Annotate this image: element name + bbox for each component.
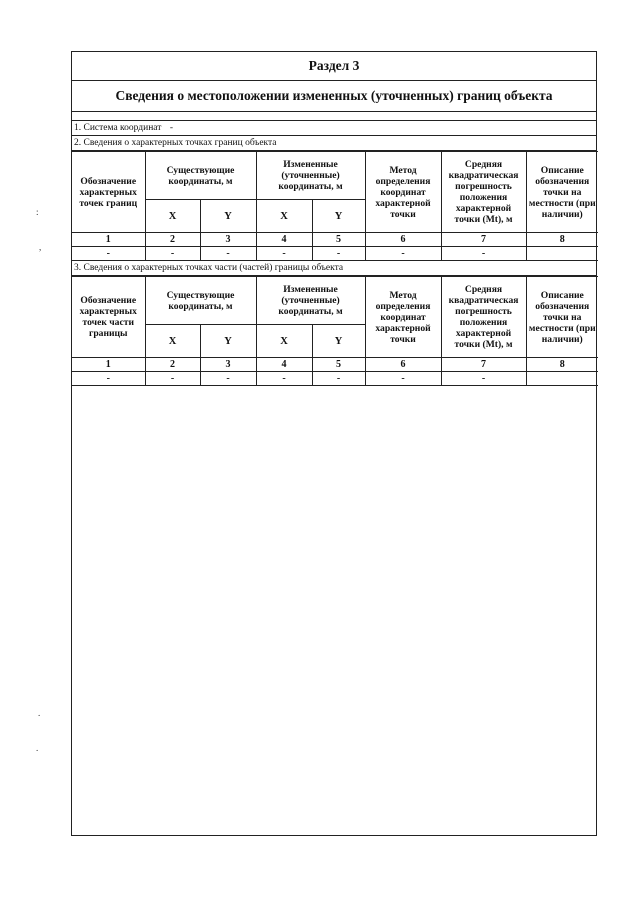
form-sheet [71, 51, 597, 836]
table1-col-error: Средняя квадратическая погрешность положения характерной точки (Mt), м [441, 152, 526, 233]
table1-col-existing: Существующие координаты, м [145, 152, 256, 200]
table1-num: 7 [441, 233, 526, 247]
section-title: Раздел 3 [72, 52, 596, 81]
table2-col-name: Обозначение характерных точек части границы [72, 277, 145, 358]
table1-col-desc: Описание обозначения точки на местности (при наличии) [526, 152, 598, 233]
table2-col-error: Средняя квадратическая погрешность положения характерной точки (Mt), м [441, 277, 526, 358]
table1 [72, 151, 598, 261]
table2-y-existing: Y [200, 325, 256, 358]
section-subtitle: Сведения о местоположении измененных (уточненных) границ объекта [72, 81, 596, 112]
spacer-row [72, 112, 596, 121]
table2-x-existing: X [145, 325, 200, 358]
coord-system-label: 1. Система координат [74, 123, 162, 133]
table2 [72, 276, 598, 386]
coord-system-value: - [169, 123, 173, 133]
table1-num: 8 [526, 233, 598, 247]
table2-cell: - [312, 372, 365, 386]
table2-y-changed: Y [312, 325, 365, 358]
table1-cell: - [200, 247, 256, 261]
table1-num: 1 [72, 233, 145, 247]
table2-num: 2 [145, 358, 200, 372]
table2-col-existing: Существующие координаты, м [145, 277, 256, 325]
table2-cell: - [200, 372, 256, 386]
table1-cell: - [145, 247, 200, 261]
table2-cell: - [145, 372, 200, 386]
table2-caption: 3. Сведения о характерных точках части (частей) границы объекта [72, 260, 596, 276]
table1-cell: - [365, 247, 441, 261]
table2-cell: - [256, 372, 312, 386]
table1-col-changed: Измененные (уточненные) координаты, м [256, 152, 365, 200]
table2-cell: - [441, 372, 526, 386]
table2-x-changed: X [256, 325, 312, 358]
table2-num: 8 [526, 358, 598, 372]
table1-y-changed: Y [312, 200, 365, 233]
table1-cell [526, 247, 598, 261]
table1-cell: - [441, 247, 526, 261]
table2-col-desc: Описание обозначения точки на местности (при наличии) [526, 277, 598, 358]
table1-cell: - [72, 247, 145, 261]
table1-y-existing: Y [200, 200, 256, 233]
table2-num: 5 [312, 358, 365, 372]
table1-num: 2 [145, 233, 200, 247]
table1-col-method: Метод определения координат характерной точки [365, 152, 441, 233]
table2-num: 6 [365, 358, 441, 372]
table2-col-method: Метод определения координат характерной точки [365, 277, 441, 358]
scan-speck: . [38, 708, 41, 718]
table1-num: 4 [256, 233, 312, 247]
table2-cell: - [365, 372, 441, 386]
table1-col-name: Обозначение характерных точек границ [72, 152, 145, 233]
table1-x-changed: X [256, 200, 312, 233]
table2-cell: - [72, 372, 145, 386]
scan-speck: : [36, 207, 39, 217]
table1-cell: - [256, 247, 312, 261]
table1-num: 6 [365, 233, 441, 247]
table1-num: 5 [312, 233, 365, 247]
scan-speck: , [39, 242, 42, 252]
table1-cell: - [312, 247, 365, 261]
table2-num: 1 [72, 358, 145, 372]
table2-num: 3 [200, 358, 256, 372]
table2-num: 7 [441, 358, 526, 372]
table2-col-changed: Измененные (уточненные) координаты, м [256, 277, 365, 325]
table1-x-existing: X [145, 200, 200, 233]
table1-caption: 2. Сведения о характерных точках границ объекта [72, 136, 596, 151]
scan-speck: . [36, 743, 39, 753]
coord-system-line [72, 121, 596, 136]
table2-cell [526, 372, 598, 386]
table1-num: 3 [200, 233, 256, 247]
table2-num: 4 [256, 358, 312, 372]
